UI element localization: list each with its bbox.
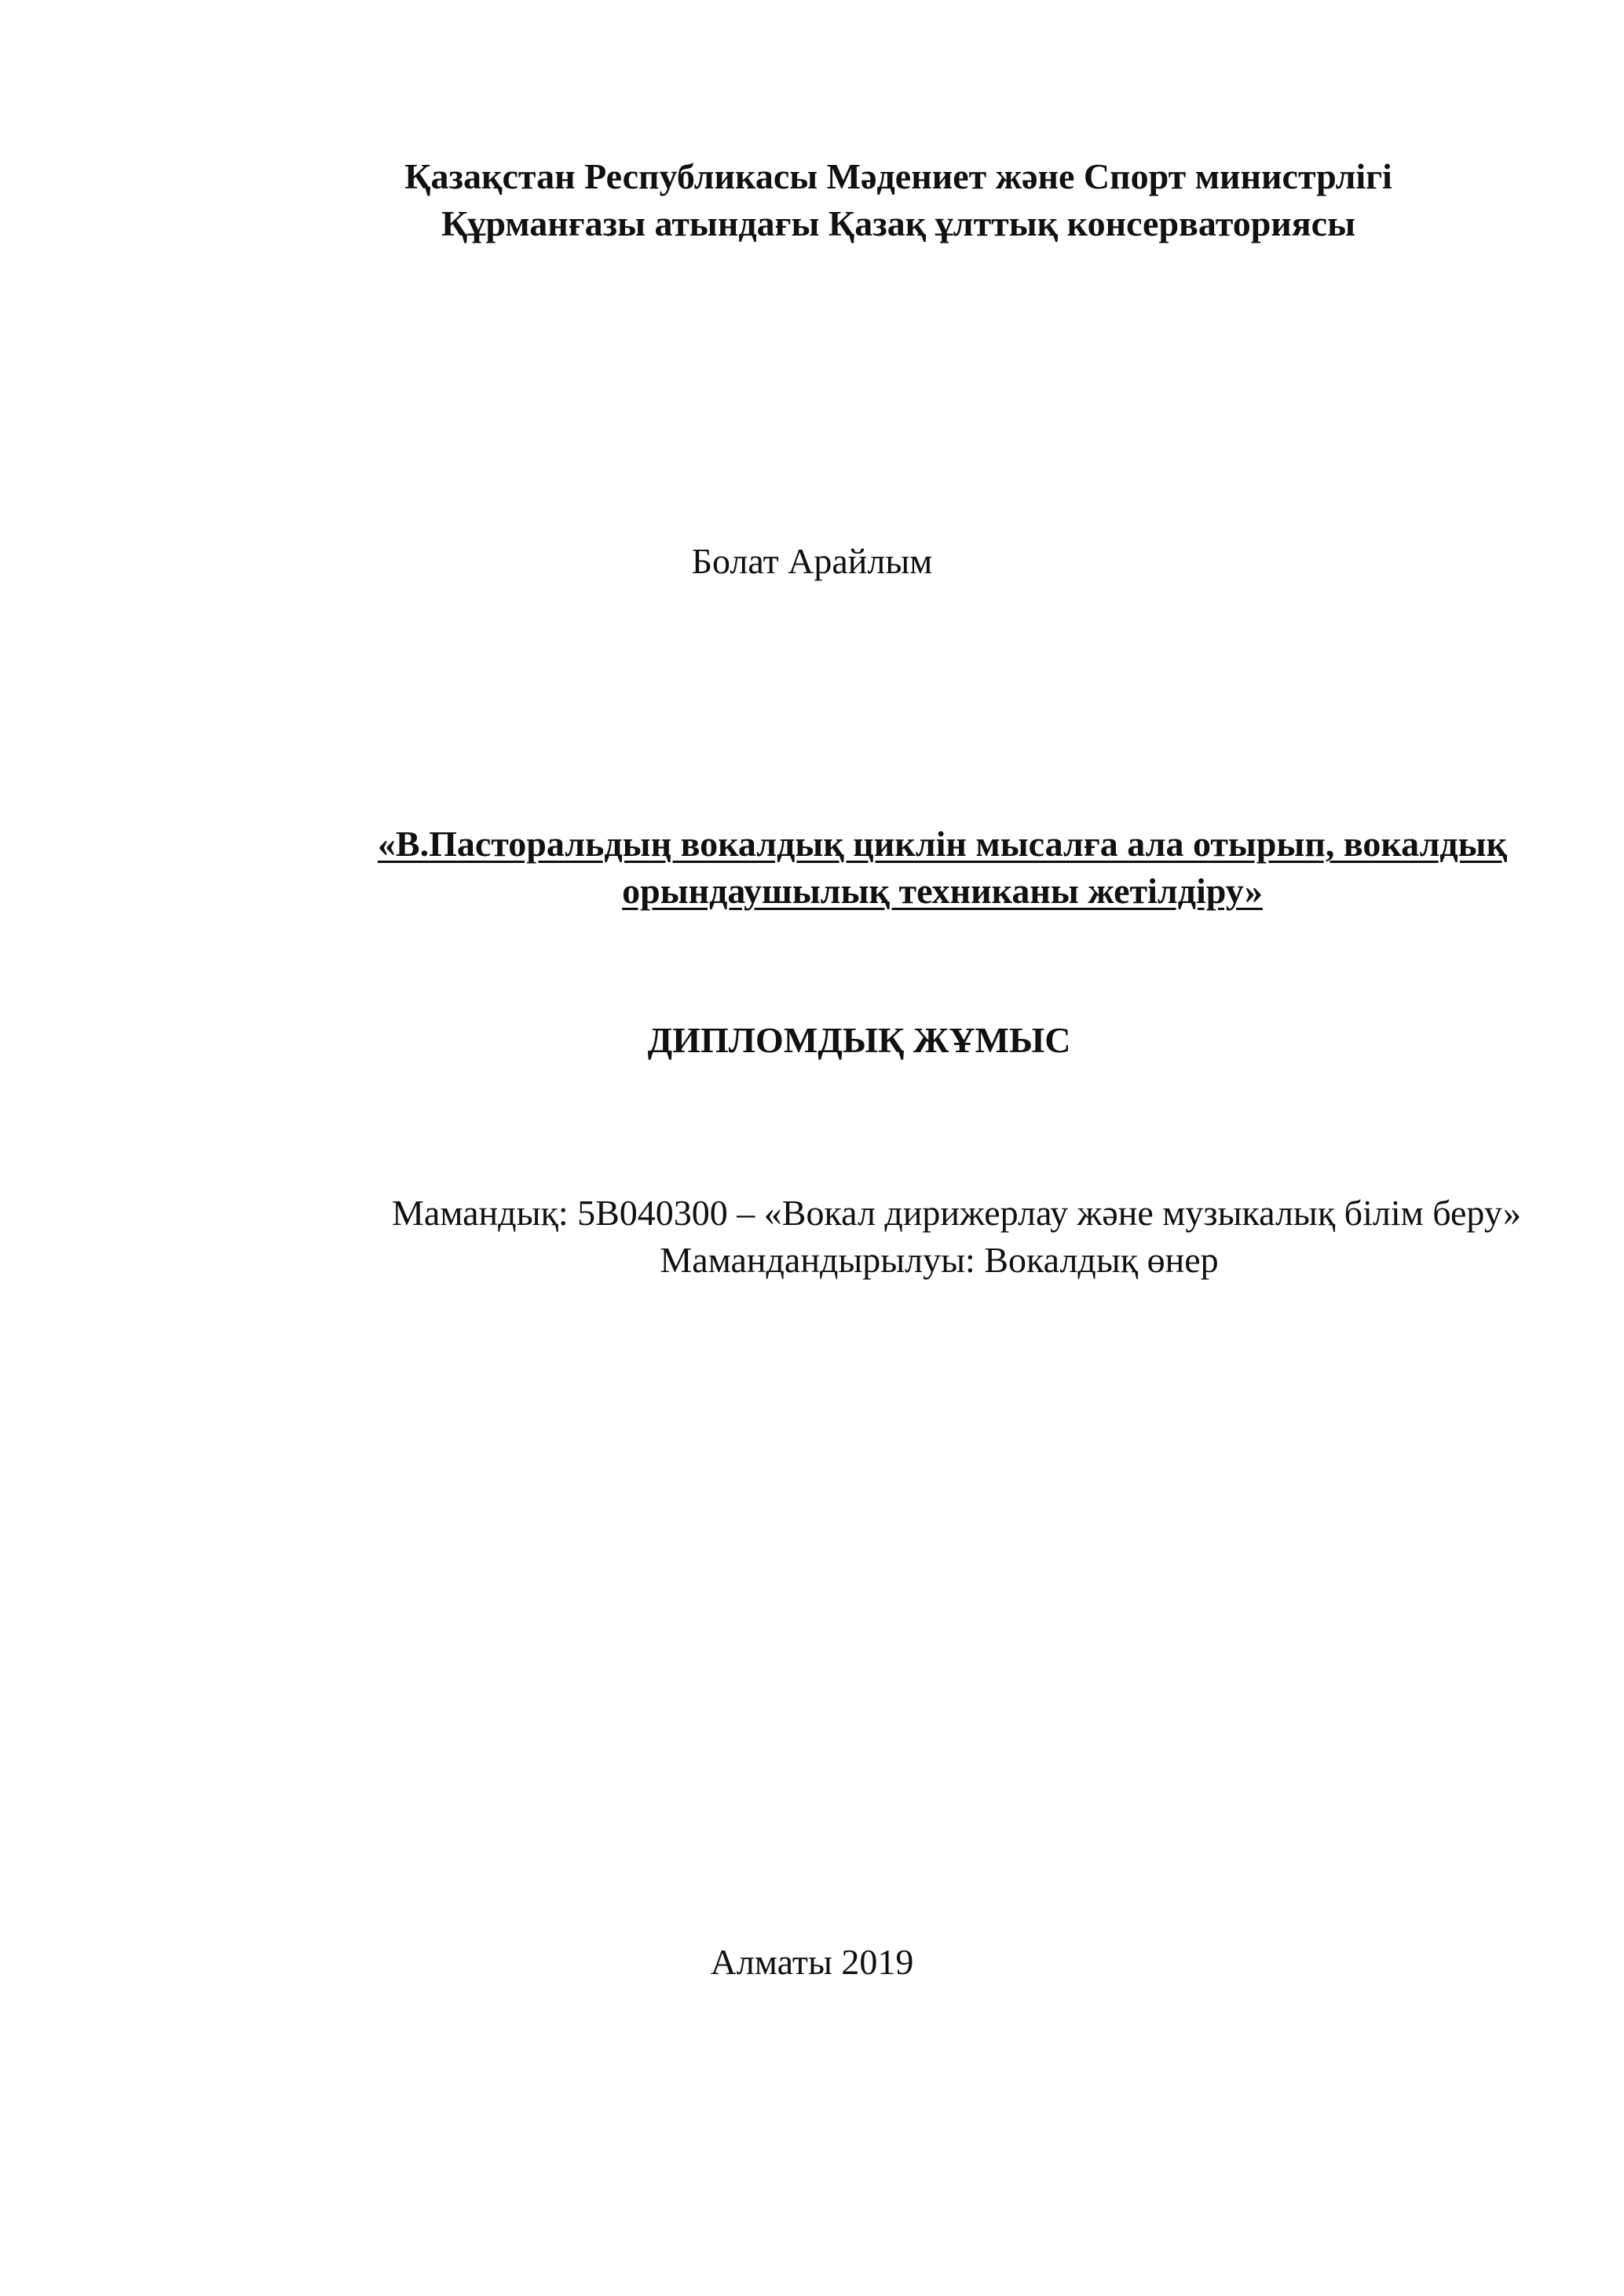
ministry-heading: Қазақстан Республикасы Мәдениет және Спорт министрлігі [404, 156, 1392, 196]
document-type-heading: ДИПЛОМДЫҚ ЖҰМЫС [647, 1020, 1071, 1060]
institution-heading: Құрманғазы атындағы Қазақ ұлттық консерваториясы [441, 203, 1356, 243]
specialization-line: Мамандандырылуы: Вокалдық өнер [660, 1240, 1219, 1280]
specialty-line: Мамандық: 5В040300 – «Вокал дирижерлау және музыкалық білім беру» [392, 1193, 1521, 1233]
author-name: Болат Арайлым [691, 541, 933, 581]
thesis-title-line-1: «В.Пасторальдың вокалдық циклін мысалға ала отырып, вокалдық [377, 824, 1508, 864]
thesis-title-line-2: орындаушылық техниканы жетілдіру» [622, 871, 1263, 911]
city-and-year: Алматы 2019 [710, 1942, 914, 1982]
